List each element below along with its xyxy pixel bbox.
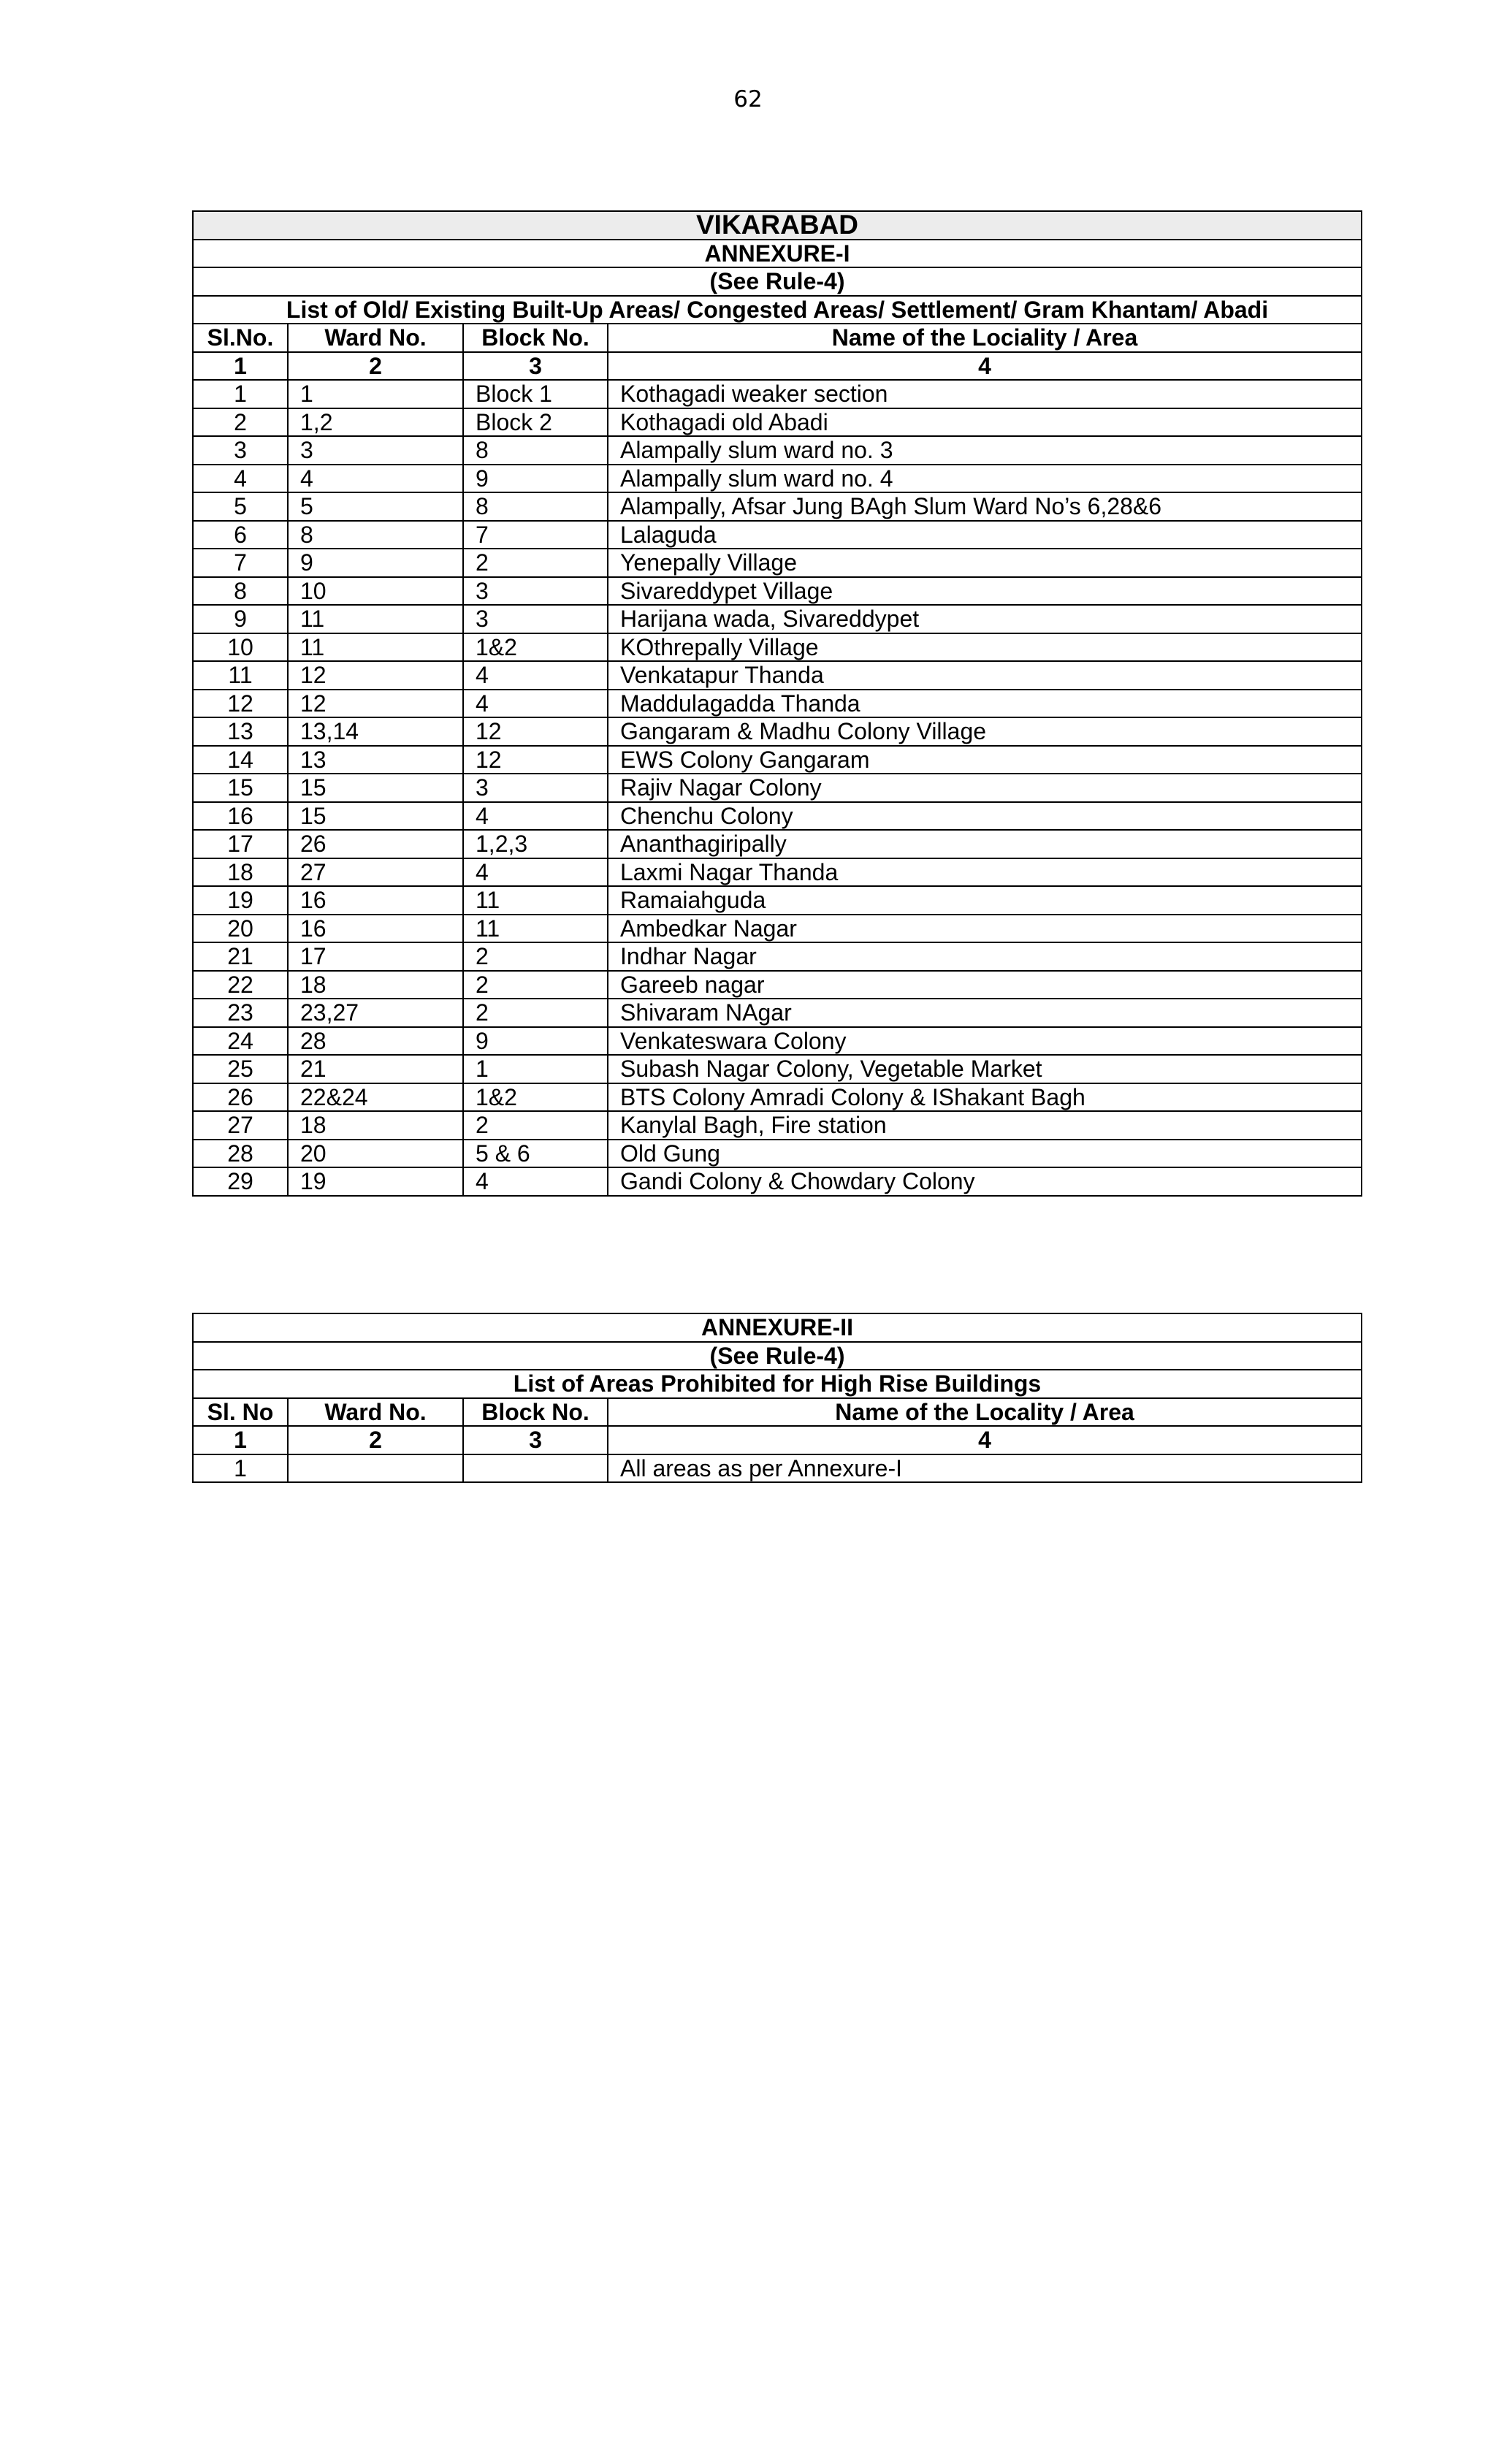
- locality-cell: Alampally slum ward no. 3: [608, 436, 1362, 465]
- ward-no-cell: 19: [288, 1167, 463, 1196]
- annexure-1-title: ANNEXURE-I: [193, 240, 1362, 268]
- annexure-1-table: [192, 210, 1362, 1197]
- block-no-cell: 2: [463, 1111, 608, 1140]
- column-number: 3: [463, 352, 608, 381]
- locality-cell: Alampally, Afsar Jung BAgh Slum Ward No’s 6,28&6: [608, 492, 1362, 521]
- block-no-cell: 1&2: [463, 1083, 608, 1112]
- header-block-no: Block No.: [463, 1398, 608, 1427]
- sl-no-cell: 19: [193, 886, 288, 915]
- column-number: 1: [193, 352, 288, 381]
- locality-cell: Indhar Nagar: [608, 942, 1362, 971]
- table-row: [193, 436, 1362, 465]
- header-sl-no: Sl.No.: [193, 324, 288, 352]
- sl-no-cell: 26: [193, 1083, 288, 1112]
- sl-no-cell: 9: [193, 605, 288, 633]
- locality-cell: Harijana wada, Sivareddypet: [608, 605, 1362, 633]
- header-ward-no: Ward No.: [288, 1398, 463, 1427]
- locality-cell: All areas as per Annexure-I: [608, 1454, 1362, 1483]
- locality-cell: Yenepally Village: [608, 549, 1362, 577]
- block-no-cell: 11: [463, 886, 608, 915]
- column-number: 2: [288, 352, 463, 381]
- column-number: 3: [463, 1426, 608, 1454]
- locality-cell: Lalaguda: [608, 521, 1362, 549]
- column-number: 1: [193, 1426, 288, 1454]
- ward-no-cell: 15: [288, 774, 463, 802]
- sl-no-cell: 1: [193, 380, 288, 408]
- locality-cell: Rajiv Nagar Colony: [608, 774, 1362, 802]
- table-row: [193, 886, 1362, 915]
- block-no-cell: 12: [463, 746, 608, 774]
- table-row: [193, 1083, 1362, 1112]
- table-row: [193, 690, 1362, 718]
- district-title: VIKARABAD: [193, 211, 1362, 240]
- locality-cell: BTS Colony Amradi Colony & IShakant Bagh: [608, 1083, 1362, 1112]
- column-number: 4: [608, 352, 1362, 381]
- block-no-cell: 11: [463, 915, 608, 943]
- header-block-no: Block No.: [463, 324, 608, 352]
- annexure-1-caption: List of Old/ Existing Built-Up Areas/ Congested Areas/ Settlement/ Gram Khantam/ Abadi: [193, 296, 1362, 324]
- ward-no-cell: 1,2: [288, 408, 463, 437]
- block-no-cell: 7: [463, 521, 608, 549]
- ward-no-cell: [288, 1454, 463, 1483]
- sl-no-cell: 27: [193, 1111, 288, 1140]
- column-number: 4: [608, 1426, 1362, 1454]
- locality-cell: Laxmi Nagar Thanda: [608, 858, 1362, 887]
- sl-no-cell: 10: [193, 633, 288, 662]
- ward-no-cell: 28: [288, 1027, 463, 1056]
- locality-cell: Gareeb nagar: [608, 971, 1362, 999]
- block-no-cell: 4: [463, 802, 608, 831]
- block-no-cell: 8: [463, 436, 608, 465]
- annexure-2-rule: (See Rule-4): [193, 1342, 1362, 1370]
- annexure-1-header-row: [193, 324, 1362, 352]
- block-no-cell: 8: [463, 492, 608, 521]
- ward-no-cell: 22&24: [288, 1083, 463, 1112]
- sl-no-cell: 15: [193, 774, 288, 802]
- block-no-cell: 1&2: [463, 633, 608, 662]
- sl-no-cell: 13: [193, 717, 288, 746]
- sl-no-cell: 2: [193, 408, 288, 437]
- annexure-2-column-number-row: [193, 1426, 1362, 1454]
- annexure-2-header-row: [193, 1398, 1362, 1427]
- sl-no-cell: 14: [193, 746, 288, 774]
- block-no-cell: 3: [463, 605, 608, 633]
- sl-no-cell: 4: [193, 465, 288, 493]
- locality-cell: EWS Colony Gangaram: [608, 746, 1362, 774]
- block-no-cell: 5 & 6: [463, 1140, 608, 1168]
- table-row: [193, 521, 1362, 549]
- ward-no-cell: 3: [288, 436, 463, 465]
- block-no-cell: 4: [463, 1167, 608, 1196]
- table-row: [193, 858, 1362, 887]
- ward-no-cell: 11: [288, 633, 463, 662]
- ward-no-cell: 5: [288, 492, 463, 521]
- ward-no-cell: 23,27: [288, 999, 463, 1027]
- block-no-cell: Block 2: [463, 408, 608, 437]
- annexure-1-rule: (See Rule-4): [193, 267, 1362, 296]
- ward-no-cell: 21: [288, 1055, 463, 1083]
- header-locality: Name of the Lociality / Area: [608, 324, 1362, 352]
- ward-no-cell: 17: [288, 942, 463, 971]
- table-row: [193, 1111, 1362, 1140]
- locality-cell: Venkateswara Colony: [608, 1027, 1362, 1056]
- sl-no-cell: 21: [193, 942, 288, 971]
- locality-cell: Kanylal Bagh, Fire station: [608, 1111, 1362, 1140]
- block-no-cell: 4: [463, 858, 608, 887]
- block-no-cell: 2: [463, 942, 608, 971]
- block-no-cell: 3: [463, 774, 608, 802]
- ward-no-cell: 9: [288, 549, 463, 577]
- locality-cell: Subash Nagar Colony, Vegetable Market: [608, 1055, 1362, 1083]
- block-no-cell: 12: [463, 717, 608, 746]
- block-no-cell: 2: [463, 999, 608, 1027]
- ward-no-cell: 18: [288, 971, 463, 999]
- block-no-cell: 1,2,3: [463, 830, 608, 858]
- table-row: [193, 830, 1362, 858]
- table-row: [193, 549, 1362, 577]
- annexure-2-table: [192, 1313, 1362, 1483]
- annexure-2-title: ANNEXURE-II: [193, 1313, 1362, 1342]
- column-number: 2: [288, 1426, 463, 1454]
- annexure-1-column-number-row: [193, 352, 1362, 381]
- ward-no-cell: 1: [288, 380, 463, 408]
- sl-no-cell: 25: [193, 1055, 288, 1083]
- ward-no-cell: 10: [288, 577, 463, 606]
- sl-no-cell: 12: [193, 690, 288, 718]
- table-row: [193, 1140, 1362, 1168]
- table-row: [193, 1027, 1362, 1056]
- table-row: [193, 380, 1362, 408]
- locality-cell: Alampally slum ward no. 4: [608, 465, 1362, 493]
- sl-no-cell: 16: [193, 802, 288, 831]
- table-row: [193, 746, 1362, 774]
- table-row: [193, 971, 1362, 999]
- locality-cell: KOthrepally Village: [608, 633, 1362, 662]
- ward-no-cell: 15: [288, 802, 463, 831]
- ward-no-cell: 16: [288, 915, 463, 943]
- table-row: [193, 717, 1362, 746]
- table-row: [193, 802, 1362, 831]
- sl-no-cell: 1: [193, 1454, 288, 1483]
- header-sl-no: Sl. No: [193, 1398, 288, 1427]
- locality-cell: Venkatapur Thanda: [608, 661, 1362, 690]
- locality-cell: Ambedkar Nagar: [608, 915, 1362, 943]
- sl-no-cell: 18: [193, 858, 288, 887]
- sl-no-cell: 6: [193, 521, 288, 549]
- table-row: [193, 633, 1362, 662]
- ward-no-cell: 12: [288, 661, 463, 690]
- table-row: [193, 774, 1362, 802]
- table-row: [193, 999, 1362, 1027]
- locality-cell: Kothagadi old Abadi: [608, 408, 1362, 437]
- block-no-cell: 4: [463, 690, 608, 718]
- locality-cell: Maddulagadda Thanda: [608, 690, 1362, 718]
- ward-no-cell: 16: [288, 886, 463, 915]
- locality-cell: Kothagadi weaker section: [608, 380, 1362, 408]
- table-row: [193, 492, 1362, 521]
- table-row: [193, 465, 1362, 493]
- block-no-cell: 4: [463, 661, 608, 690]
- sl-no-cell: 7: [193, 549, 288, 577]
- locality-cell: Shivaram NAgar: [608, 999, 1362, 1027]
- page-number: 62: [733, 86, 763, 112]
- ward-no-cell: 26: [288, 830, 463, 858]
- block-no-cell: [463, 1454, 608, 1483]
- ward-no-cell: 13: [288, 746, 463, 774]
- block-no-cell: 3: [463, 577, 608, 606]
- sl-no-cell: 23: [193, 999, 288, 1027]
- locality-cell: Ramaiahguda: [608, 886, 1362, 915]
- annexure-2-caption: List of Areas Prohibited for High Rise Buildings: [193, 1370, 1362, 1398]
- table-row: [193, 577, 1362, 606]
- table-row: [193, 942, 1362, 971]
- ward-no-cell: 12: [288, 690, 463, 718]
- ward-no-cell: 27: [288, 858, 463, 887]
- ward-no-cell: 18: [288, 1111, 463, 1140]
- locality-cell: Old Gung: [608, 1140, 1362, 1168]
- block-no-cell: 9: [463, 465, 608, 493]
- block-no-cell: Block 1: [463, 380, 608, 408]
- table-row: [193, 605, 1362, 633]
- locality-cell: Gangaram & Madhu Colony Village: [608, 717, 1362, 746]
- header-ward-no: Ward No.: [288, 324, 463, 352]
- table-row: [193, 1167, 1362, 1196]
- sl-no-cell: 5: [193, 492, 288, 521]
- sl-no-cell: 22: [193, 971, 288, 999]
- table-row: [193, 408, 1362, 437]
- locality-cell: Ananthagiripally: [608, 830, 1362, 858]
- sl-no-cell: 17: [193, 830, 288, 858]
- table-row: [193, 915, 1362, 943]
- sl-no-cell: 3: [193, 436, 288, 465]
- ward-no-cell: 11: [288, 605, 463, 633]
- sl-no-cell: 20: [193, 915, 288, 943]
- table-row: [193, 1454, 1362, 1483]
- ward-no-cell: 8: [288, 521, 463, 549]
- ward-no-cell: 20: [288, 1140, 463, 1168]
- sl-no-cell: 28: [193, 1140, 288, 1168]
- header-locality: Name of the Locality / Area: [608, 1398, 1362, 1427]
- locality-cell: Chenchu Colony: [608, 802, 1362, 831]
- table-row: [193, 1055, 1362, 1083]
- sl-no-cell: 8: [193, 577, 288, 606]
- sl-no-cell: 29: [193, 1167, 288, 1196]
- block-no-cell: 9: [463, 1027, 608, 1056]
- locality-cell: Gandi Colony & Chowdary Colony: [608, 1167, 1362, 1196]
- locality-cell: Sivareddypet Village: [608, 577, 1362, 606]
- ward-no-cell: 13,14: [288, 717, 463, 746]
- block-no-cell: 2: [463, 971, 608, 999]
- block-no-cell: 2: [463, 549, 608, 577]
- table-row: [193, 661, 1362, 690]
- sl-no-cell: 11: [193, 661, 288, 690]
- sl-no-cell: 24: [193, 1027, 288, 1056]
- block-no-cell: 1: [463, 1055, 608, 1083]
- ward-no-cell: 4: [288, 465, 463, 493]
